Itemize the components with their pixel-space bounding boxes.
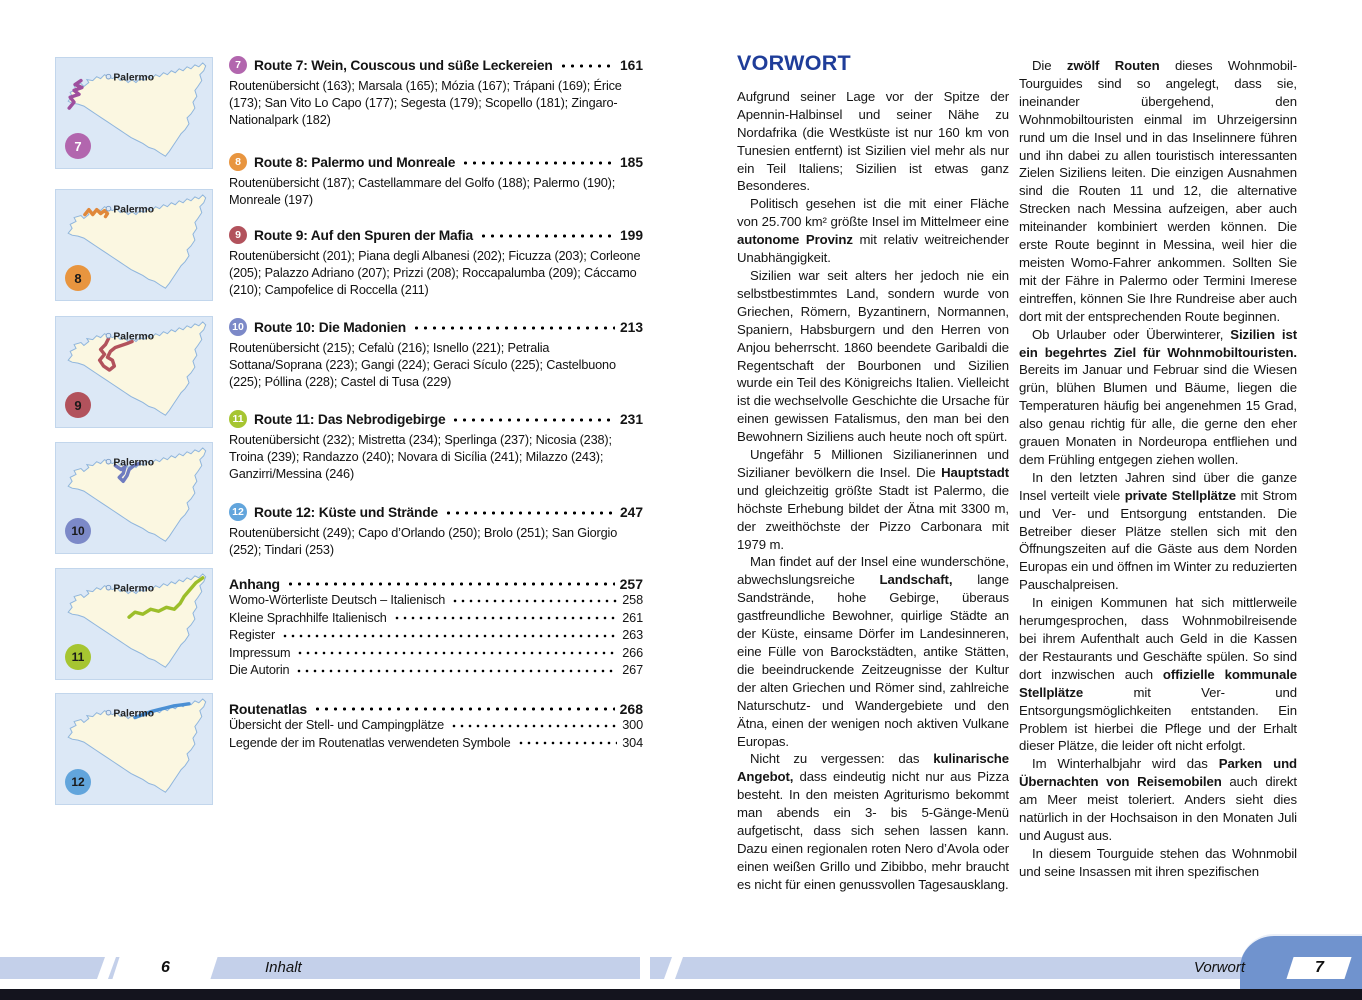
palermo-dot <box>106 333 111 338</box>
paragraph: Aufgrund seiner Lage vor der Spitze der Apennin-Halbinsel und seiner Nähe zu Nordafrika (die Westküste ist nur 160 km von Tunesien entfernt) ist Sizilien viel mehr als nur ein Teil Italiens; Sizilien ist etwas ganz Besonderes. <box>737 88 1009 194</box>
sicily-map-route-10 <box>55 442 213 554</box>
paragraph: Sizilien war seit alters her jedoch nie ein selbstbestimmtes Land, sondern wurde von Griechen, Römern, Byzantinern, Normannen, Spaniern, Habsburgern und den Herren von Anjou beherrscht. 1860 beendete Garibaldi die Regentschaft der Bourbonen und Sizilien wurde ein Teil des Königreichs Italien. Vielleicht ist die wechselvolle Geschichte die Ursache für einen gewissen Fatalismus, den man bei den Bewohnern Siziliens auch heute noch oft spürt. <box>737 267 1009 445</box>
route-title: Route 12: Küste und Strände <box>254 504 438 520</box>
route-title: Route 7: Wein, Couscous und süße Leckereien <box>254 57 553 73</box>
left-footer-bar <box>0 957 640 979</box>
dot-leader <box>461 157 615 169</box>
map-route-number-badge: 8 <box>65 265 91 291</box>
paragraph: Ungefähr 5 Millionen Sizilianerinnen und Sizilianer bevölkern die Insel. Die Hauptstadt und gleichzeitig größte Stadt ist Palermo, die höchste Erhebung bildet der Ätna mit 3300 m, der zweithöchste der Pizzo Carbonara mit 1979 m. <box>737 447 1009 552</box>
sicily-map-route-9 <box>55 316 213 428</box>
dot-leader <box>295 665 617 677</box>
toc-section-route-11 <box>229 410 643 483</box>
dot-leader <box>451 414 615 426</box>
toc-section-routenatlas <box>229 701 643 752</box>
dot-leader <box>444 507 615 519</box>
paragraph: Die zwölf Routen dieses Wohnmobil-Tourguides sind so angelegt, dass sie, ineinander übergehend, den Wohnmobiltouristen einmal im Uhrzeigersinn rund um die Insel und in das Inselinnere führen und ihn dabei zu allen touristisch interessanten Zielen Siziliens leiten. Die einzigen Ausnahmen sind die Routen 11 und 12, die alternative Strecken nach Messina aufzeigen, aber auch miteinander kombiniert werden können. Die erste Route beginnt in Messina, weil hier die meisten Womo-Fahrer ankommen. Sollten Sie mit der Fähre in Palermo oder Termini Imerese eintreffen, können Sie Ihre Rundreise aber auch dort mit der entsprechenden Route beginnen. <box>1019 58 1297 324</box>
map-route-number-badge: 11 <box>65 644 91 670</box>
palermo-label: Palermo <box>113 457 155 469</box>
toc-item: Kleine Sprachhilfe Italienisch 261 <box>229 610 643 625</box>
dot-leader <box>450 720 617 732</box>
anhang-title: Anhang <box>229 576 280 592</box>
dot-leader <box>281 630 617 642</box>
route-page-number: 213 <box>619 319 643 335</box>
palermo-dot <box>106 710 111 715</box>
anhang-page-number: 257 <box>619 576 643 592</box>
sicily-map-route-12 <box>55 693 213 805</box>
toc-item: Womo-Wörterliste Deutsch – Italienisch 258 <box>229 593 643 607</box>
toc-item: Übersicht der Stell- und Campingplätze 300 <box>229 717 643 732</box>
map-route-number-badge: 9 <box>65 392 91 418</box>
toc-item: Legende der im Routenatlas verwendeten Symbole 304 <box>229 735 643 750</box>
dot-leader <box>286 578 615 590</box>
sicily-map-route-8 <box>55 189 213 301</box>
route-details: Routenübersicht (187); Castellammare del Golfo (188); Palermo (190); Monreale (197) <box>229 176 616 207</box>
route-details: Routenübersicht (163); Marsala (165); Mózia (167); Trápani (169); Érice (173); San Vito Lo Capo (177); Segesta (179); Scopello (181); Zingaro-Nationalpark (182) <box>229 79 622 127</box>
palermo-label: Palermo <box>113 708 155 720</box>
sicily-map-route-7 <box>55 57 213 169</box>
dot-leader <box>393 612 618 624</box>
paragraph: Ob Urlauber oder Überwinterer, Sizilien ist ein begehrtes Ziel für Wohnmobiltouristen. Bereits im Januar und Februar sind die Wiesen grün, blühen Blumen und Bäume, liegen die Temperaturen häufig bei angenehmen 15 Grad, also genau richtig für alle, die gerne den eher grauen Monaten in Nordeuropa entfliehen und dem Frühling entgegen ziehen wollen. <box>1019 326 1297 467</box>
left-page-number: 6 <box>160 959 170 976</box>
route-page-number: 185 <box>619 154 643 170</box>
map-route-number-badge: 10 <box>65 518 91 544</box>
route-page-number: 247 <box>619 504 643 520</box>
toc-item: Register 263 <box>229 628 643 643</box>
dot-leader <box>412 322 615 334</box>
map-route-number-badge: 7 <box>65 133 91 159</box>
dot-leader <box>313 703 615 715</box>
right-page-number: 7 <box>1314 959 1324 976</box>
toc-section-route-9 <box>229 226 643 299</box>
route-title: Route 8: Palermo und Monreale <box>254 154 456 170</box>
table-of-contents <box>229 56 643 771</box>
palermo-dot <box>106 459 111 464</box>
toc-section-route-8 <box>229 153 643 209</box>
routenatlas-title: Routenatlas <box>229 700 307 717</box>
toc-item: Die Autorin 267 <box>229 663 643 678</box>
toc-section-anhang <box>229 576 643 680</box>
right-footer-label: Vorwort <box>1193 959 1245 976</box>
palermo-label: Palermo <box>113 72 155 84</box>
route-badge: 10 <box>229 318 247 336</box>
route-title: Route 9: Auf den Spuren der Mafia <box>254 227 474 243</box>
toc-item: Impressum 266 <box>229 645 643 660</box>
route-badge: 8 <box>229 153 247 171</box>
dot-leader <box>451 595 617 607</box>
paragraph: Man findet auf der Insel eine wunderschöne, abwechslungsreiche Landschaft, lange Sandstrände, hohe Gebirge, überaus gastfreundliche Bewohner, quirlige Städte an der Küste, einsame Dörfer im Landesinneren, eine Fülle von Barockstädten, antike Stätten, die beeindruckende Zeitzeugnisse der Kultur der alten Griechen und Römer sind, zahlreiche Naturschutz- und Wandergebiete und den Ätna, einen der wenigen noch aktiven Vulkane Europas. <box>737 554 1009 749</box>
left-page-number-box <box>112 957 217 979</box>
paragraph: In diesem Tourguide stehen das Wohnmobil und seine Insassen mit ihren spezifischen <box>1019 845 1297 879</box>
palermo-dot <box>106 585 111 590</box>
palermo-label: Palermo <box>113 204 155 216</box>
paragraph: Nicht zu vergessen: das kulinarische Angebot, dass eindeutig nicht nur aus Pizza besteht. In den meisten Agriturismo bekommt man abends ein 3- bis 5-Gänge-Menü aufgetischt, dass sich sehen lassen kann. Dazu einen regionalen roten Nero d’Avola oder einen weißen Grillo und Zibibbo, mehr braucht es nicht für einen genussvollen Tagesausklang. <box>737 751 1009 892</box>
route-page-number: 199 <box>619 227 643 243</box>
page-title: VORWORT <box>737 55 851 75</box>
route-badge: 7 <box>229 56 247 74</box>
route-page-number: 231 <box>619 411 643 427</box>
dot-leader <box>296 647 617 659</box>
paragraph: Politisch gesehen ist die mit einer Fläche von 25.700 km² größte Insel im Mittelmeer eine autonome Provinz mit relativ weitreichender Unabhängigkeit. <box>737 196 1009 266</box>
palermo-dot <box>106 206 111 211</box>
route-page-number: 161 <box>619 57 643 73</box>
dot-leader <box>517 737 618 749</box>
toc-section-route-7 <box>229 56 643 129</box>
right-page-number-box <box>1286 957 1351 979</box>
route-badge: 12 <box>229 503 247 521</box>
dot-leader <box>479 230 615 242</box>
route-details: Routenübersicht (232); Mistretta (234); Sperlinga (237); Nicosia (238); Troina (239); Randazzo (240); Novara di Sicília (241); Milazzo (243); Ganzirri/Messina (246) <box>229 433 612 481</box>
route-details: Routenübersicht (215); Cefalù (216); Isnello (221); Petralia Sottana/Soprana (223); Gangi (224); Geraci Sículo (225); Castelbuono (225); Póllina (228); Castel di Tusa (229) <box>229 341 616 389</box>
dot-leader <box>559 60 615 72</box>
route-badge: 11 <box>229 410 247 428</box>
route-details: Routenübersicht (201); Piana degli Albanesi (202); Ficuzza (203); Corleone (205); Palazzo Adriano (207); Prizzi (208); Roccapalumba (209); Cáccamo (210); Campofelice di Roccella (211) <box>229 249 641 297</box>
paragraph: In einigen Kommunen hat sich mittlerweile herumgesprochen, dass Wohnmobilreisende bei ihrem Aufenthalt auch Geld in die Kassen der Restaurants und Geschäfte spülen. So sind dort inzwischen auch offizielle kommunale Stellplätze mit Ver- und Entsorgungsmöglichkeiten entstanden. Ein Problem ist hierbei die Pflege und der Erhalt dieser Plätze, die leider oft nicht erfolgt. <box>1019 595 1297 754</box>
palermo-dot <box>106 74 111 79</box>
sicily-map-route-11 <box>55 568 213 680</box>
toc-section-route-10 <box>229 318 643 391</box>
vorwort-column-1 <box>737 55 1009 917</box>
route-badge: 9 <box>229 226 247 244</box>
map-route-number-badge: 12 <box>65 769 91 795</box>
vorwort-column-2 <box>1019 57 1297 917</box>
paragraph: Im Winterhalbjahr wird das Parken und Übernachten von Reisemobilen auch direkt am Meer meist toleriert. Anders sieht dies natürlich in der Hochsaison in den Monaten Juli und August aus. <box>1019 756 1297 843</box>
route-title: Route 10: Die Madonien <box>254 319 406 335</box>
left-footer-label: Inhalt <box>265 959 302 976</box>
bottom-edge-bar <box>0 989 1362 1000</box>
routenatlas-page-number: 268 <box>619 700 643 717</box>
footer-highlight-line <box>912 952 1242 954</box>
toc-section-route-12 <box>229 503 643 559</box>
route-details: Routenübersicht (249); Capo d’Orlando (250); Brolo (251); San Giorgio (252); Tindari (253) <box>229 526 618 557</box>
route-title: Route 11: Das Nebrodigebirge <box>254 411 446 427</box>
paragraph: In den letzten Jahren sind über die ganze Insel verteilt viele private Stellplätze mit Strom und Ver- und Entsorgung entstanden. Die Betreiber dieser Plätze stellen sich mit den Öffnungszeiten auf die Gäste aus dem Norden Europas ein und öffnen im Winter zu reduzierten Pauschalpreisen. <box>1019 469 1297 593</box>
palermo-label: Palermo <box>113 331 155 343</box>
palermo-label: Palermo <box>113 583 155 595</box>
